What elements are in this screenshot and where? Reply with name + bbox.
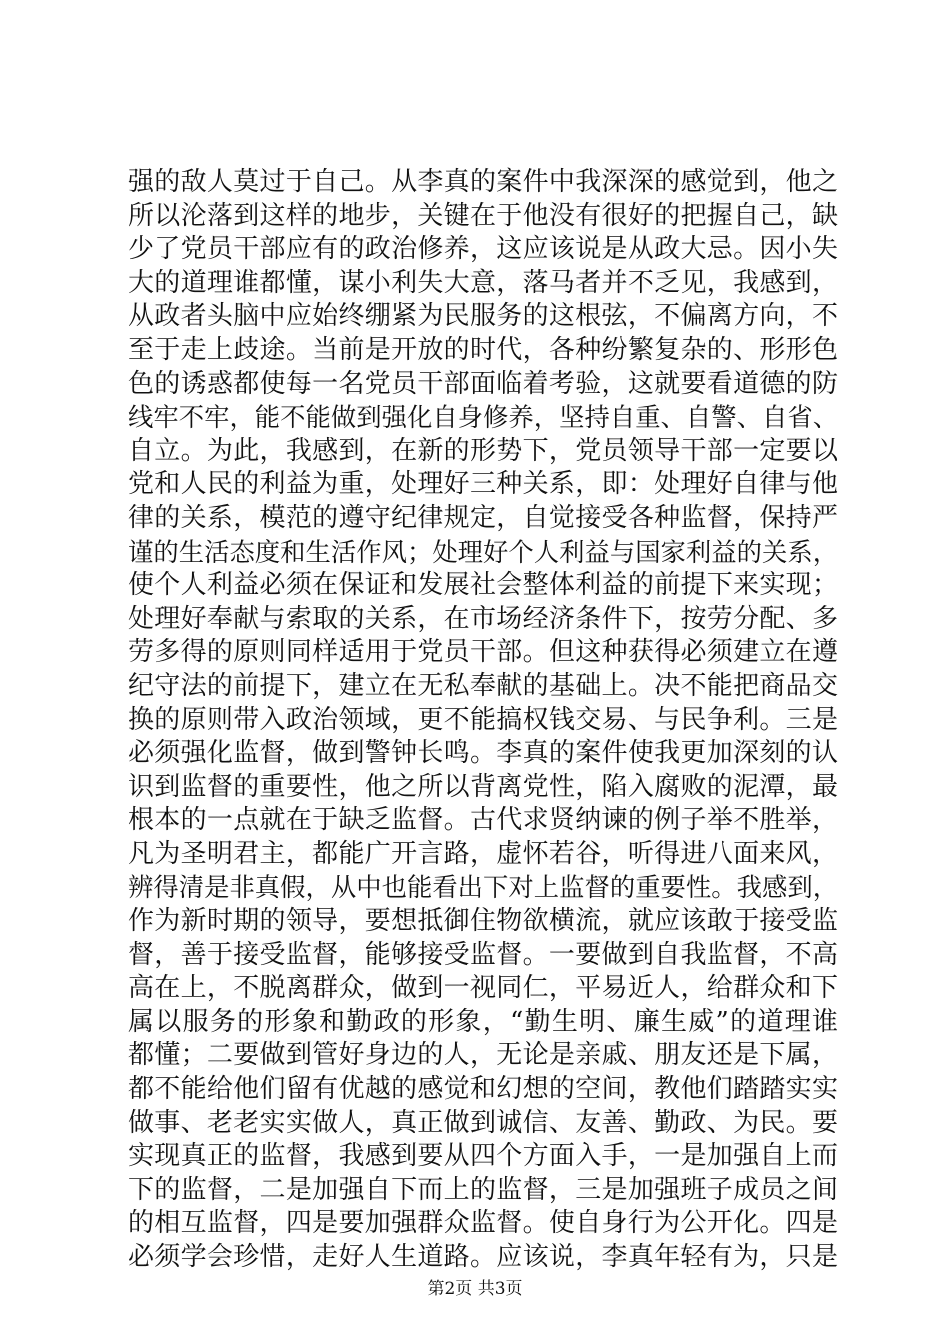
text-line: 根本的一点就在于缺乏监督。古代求贤纳谏的例子举不胜举， [128, 805, 838, 836]
text-line: 劳多得的原则同样适用于党员干部。但这种获得必须建立在遵 [128, 637, 838, 668]
text-line: 识到监督的重要性，他之所以背离党性，陷入腐败的泥潭，最 [128, 771, 838, 802]
text-line: 从政者头脑中应始终绷紧为民服务的这根弦，不偏离方向，不 [128, 301, 838, 332]
text-line: 谨的生活态度和生活作风；处理好个人利益与国家利益的关系， [128, 536, 839, 567]
text-line: 换的原则带入政治领域，更不能搞权钱交易、与民争利。三是 [128, 704, 838, 735]
text-line: 下的监督，二是加强自下而上的监督，三是加强班子成员之间 [128, 1174, 838, 1205]
text-line: 辨得清是非真假，从中也能看出下对上监督的重要性。我感到， [128, 872, 839, 903]
text-line: 都不能给他们留有优越的感觉和幻想的空间，教他们踏踏实实 [128, 1074, 838, 1105]
text-line: 强的敌人莫过于自己。从李真的案件中我深深的感觉到，他之 [128, 167, 838, 197]
text-line: 作为新时期的领导，要想抵御住物欲横流，就应该敢于接受监 [128, 906, 838, 937]
text-line: 督，善于接受监督，能够接受监督。一要做到自我监督，不高 [128, 939, 838, 970]
text-line: 必须学会珍惜，走好人生道路。应该说，李真年轻有为，只是 [128, 1242, 838, 1272]
text-line: 必须强化监督，做到警钟长鸣。李真的案件使我更加深刻的认 [128, 738, 838, 769]
text-line: 的相互监督，四是要加强群众监督。使自身行为公开化。四是 [128, 1208, 838, 1239]
body-text [128, 166, 838, 1275]
text-line: 凡为圣明君主，都能广开言路，虚怀若谷，听得进八面来风， [128, 838, 838, 869]
text-line: 少了党员干部应有的政治修养，这应该说是从政大忌。因小失 [128, 234, 838, 265]
text-line: 都懂；二要做到管好身边的人，无论是亲戚、朋友还是下属， [128, 1040, 838, 1071]
text-line: 属以服务的形象和勤政的形象，“勤生明、廉生威”的道理谁 [128, 1006, 838, 1037]
text-line: 党和人民的利益为重，处理好三种关系，即：处理好自律与他 [128, 469, 838, 500]
text-line: 色的诱惑都使每一名党员干部面临着考验，这就要看道德的防 [128, 368, 838, 399]
text-line: 处理好奉献与索取的关系，在市场经济条件下，按劳分配、多 [128, 603, 838, 634]
text-line: 律的关系，模范的遵守纪律规定，自觉接受各种监督，保持严 [128, 502, 838, 533]
text-line: 纪守法的前提下，建立在无私奉献的基础上。决不能把商品交 [128, 670, 838, 701]
text-line: 高在上，不脱离群众，做到一视同仁，平易近人，给群众和下 [128, 973, 838, 1004]
text-line: 所以沦落到这样的地步，关键在于他没有很好的把握自己，缺 [128, 200, 838, 231]
text-line: 使个人利益必须在保证和发展社会整体利益的前提下来实现； [128, 570, 838, 601]
page-footer: 第2页 共3页 [427, 1279, 523, 1299]
text-line: 线牢不牢，能不能做到强化自身修养，坚持自重、自警、自省、 [128, 402, 839, 433]
text-line: 至于走上歧途。当前是开放的时代，各种纷繁复杂的、形形色 [128, 334, 838, 365]
text-line: 实现真正的监督，我感到要从四个方面入手，一是加强自上而 [128, 1141, 838, 1172]
text-line: 大的道理谁都懂，谋小利失大意，落马者并不乏见，我感到， [128, 267, 838, 298]
text-line: 做事、老老实实做人，真正做到诚信、友善、勤政、为民。要 [128, 1107, 838, 1138]
text-line: 自立。为此，我感到，在新的形势下，党员领导干部一定要以 [128, 435, 838, 466]
